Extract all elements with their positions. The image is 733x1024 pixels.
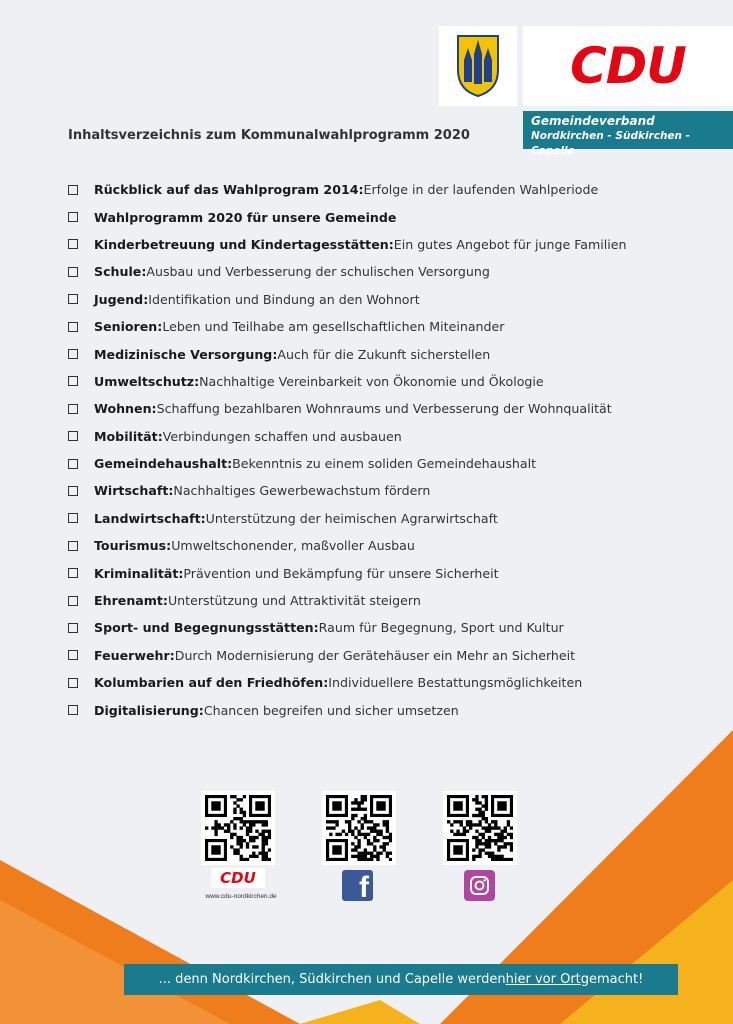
toc-item	[68, 642, 668, 669]
toc-item-title: Rückblick auf das Wahlprogram 2014:	[94, 182, 364, 198]
facebook-glyph: f	[359, 871, 369, 901]
checkbox-icon[interactable]	[68, 185, 78, 195]
toc-item-description: Leben und Teilhabe am gesellschaftlichen Miteinander	[162, 319, 505, 335]
toc-item	[68, 505, 668, 532]
toc-item-title: Sport- und Begegnungsstätten:	[94, 620, 319, 636]
toc-item-title: Feuerwehr:	[94, 647, 175, 663]
toc-item	[68, 587, 668, 614]
qr-code-instagram[interactable]	[443, 791, 517, 865]
footer-text-before: ... denn Nordkirchen, Südkirchen und Capelle werden	[158, 972, 506, 987]
qr-code-cdu[interactable]	[201, 791, 275, 865]
website-url[interactable]: www.cdu-nordkirchen.de	[205, 893, 277, 900]
toc-item-description: Schaffung bezahlbaren Wohnraums und Verbesserung der Wohnqualität	[156, 401, 612, 417]
toc-item	[68, 696, 668, 723]
checkbox-icon[interactable]	[68, 705, 78, 715]
verband-title: Gemeindeverband	[531, 114, 655, 128]
toc-item-title: Wahlprogramm 2020 für unsere Gemeinde	[94, 209, 397, 225]
gemeindeverband-banner	[523, 111, 733, 157]
toc-item-description: Verbindungen schaffen und ausbauen	[162, 428, 402, 444]
toc-item-title: Kolumbarien auf den Friedhöfen:	[94, 675, 329, 691]
checkbox-icon[interactable]	[68, 568, 78, 578]
toc-item	[68, 258, 668, 285]
toc-item-description: Prävention und Bekämpfung für unsere Sicherheit	[183, 565, 499, 581]
toc-item-title: Wirtschaft:	[94, 483, 174, 499]
qr-code-facebook[interactable]	[322, 791, 396, 865]
checkbox-icon[interactable]	[68, 623, 78, 633]
footer-slogan	[124, 964, 678, 995]
checkbox-icon[interactable]	[68, 486, 78, 496]
toc-item-title: Tourismus:	[94, 538, 172, 554]
toc-item-description: Erfolge in der laufenden Wahlperiode	[363, 182, 599, 198]
toc-item-description: Durch Modernisierung der Gerätehäuser ein Mehr an Sicherheit	[174, 647, 576, 663]
toc-item	[68, 614, 668, 641]
checkbox-icon[interactable]	[68, 294, 78, 304]
cdu-logo	[523, 26, 733, 106]
checkbox-icon[interactable]	[68, 404, 78, 414]
checkbox-icon[interactable]	[68, 376, 78, 386]
toc-item	[68, 477, 668, 504]
footer-text-after: gemacht!	[580, 972, 644, 987]
toc-item-description: Ausbau und Verbesserung der schulischen Versorgung	[146, 264, 490, 280]
cdu-small-logo: CDU	[211, 868, 265, 888]
toc-item-title: Umweltschutz:	[94, 373, 200, 389]
toc-item-description: Bekenntnis zu einem soliden Gemeindehaushalt	[232, 456, 537, 472]
toc-item	[68, 176, 668, 203]
toc-item	[68, 286, 668, 313]
toc-list	[68, 176, 668, 724]
toc-item-title: Gemeindehaushalt:	[94, 456, 233, 472]
toc-item	[68, 395, 668, 422]
cdu-logo-text: CDU	[570, 37, 686, 95]
checkbox-icon[interactable]	[68, 239, 78, 249]
toc-item-title: Schule:	[94, 264, 147, 280]
checkbox-icon[interactable]	[68, 267, 78, 277]
toc-item-title: Wohnen:	[94, 401, 157, 417]
toc-item-description: Unterstützung und Attraktivität steigern	[167, 593, 421, 609]
checkbox-icon[interactable]	[68, 596, 78, 606]
toc-item	[68, 203, 668, 230]
toc-item	[68, 313, 668, 340]
toc-item-title: Kriminalität:	[94, 565, 184, 581]
toc-item-description: Ein gutes Angebot für junge Familien	[393, 236, 627, 252]
checkbox-icon[interactable]	[68, 678, 78, 688]
checkbox-icon[interactable]	[68, 541, 78, 551]
toc-item-description: Identifikation und Bindung an den Wohnort	[148, 291, 420, 307]
toc-item-title: Medizinische Versorgung:	[94, 346, 278, 362]
toc-item	[68, 559, 668, 586]
municipal-crest	[439, 26, 517, 106]
checkbox-icon[interactable]	[68, 322, 78, 332]
toc-item-description: Umweltschonender, maßvoller Ausbau	[171, 538, 415, 554]
checkbox-icon[interactable]	[68, 431, 78, 441]
toc-heading: Inhaltsverzeichnis zum Kommunalwahlprogramm 2020	[68, 128, 470, 143]
verband-places: Nordkirchen - Südkirchen - Capelle	[531, 130, 691, 157]
facebook-icon[interactable]	[342, 870, 373, 901]
footer-text-highlight: hier vor Ort	[505, 972, 581, 987]
toc-item-title: Senioren:	[94, 319, 163, 335]
checkbox-icon[interactable]	[68, 513, 78, 523]
toc-item-title: Mobilität:	[94, 428, 163, 444]
toc-item-title: Kinderbetreuung und Kindertagesstätten:	[94, 236, 394, 252]
toc-item	[68, 423, 668, 450]
toc-item-description: Chancen begreifen und sicher umsetzen	[203, 702, 459, 718]
toc-item-description: Nachhaltige Vereinbarkeit von Ökonomie und Ökologie	[199, 373, 544, 389]
crest-icon	[456, 34, 500, 98]
toc-item-description: Unterstützung der heimischen Agrarwirtschaft	[205, 510, 498, 526]
toc-item-title: Jugend:	[94, 291, 149, 307]
toc-item	[68, 669, 668, 696]
instagram-icon[interactable]	[464, 870, 495, 901]
toc-item-description: Auch für die Zukunft sicherstellen	[277, 346, 491, 362]
toc-item	[68, 340, 668, 367]
toc-item-title: Ehrenamt:	[94, 593, 168, 609]
qr-code-icon	[205, 795, 271, 861]
toc-item	[68, 450, 668, 477]
checkbox-icon[interactable]	[68, 650, 78, 660]
toc-item	[68, 231, 668, 258]
toc-item-description: Raum für Begegnung, Sport und Kultur	[318, 620, 564, 636]
checkbox-icon[interactable]	[68, 349, 78, 359]
toc-item-description: Nachhaltiges Gewerbewachstum fördern	[173, 483, 431, 499]
toc-item-title: Landwirtschaft:	[94, 510, 206, 526]
qr-code-icon	[447, 795, 513, 861]
toc-item	[68, 532, 668, 559]
checkbox-icon[interactable]	[68, 212, 78, 222]
checkbox-icon[interactable]	[68, 459, 78, 469]
toc-item-title: Digitalisierung:	[94, 702, 204, 718]
toc-item-description: Individuellere Bestattungsmöglichkeiten	[328, 675, 583, 691]
qr-code-icon	[326, 795, 392, 861]
toc-item	[68, 368, 668, 395]
